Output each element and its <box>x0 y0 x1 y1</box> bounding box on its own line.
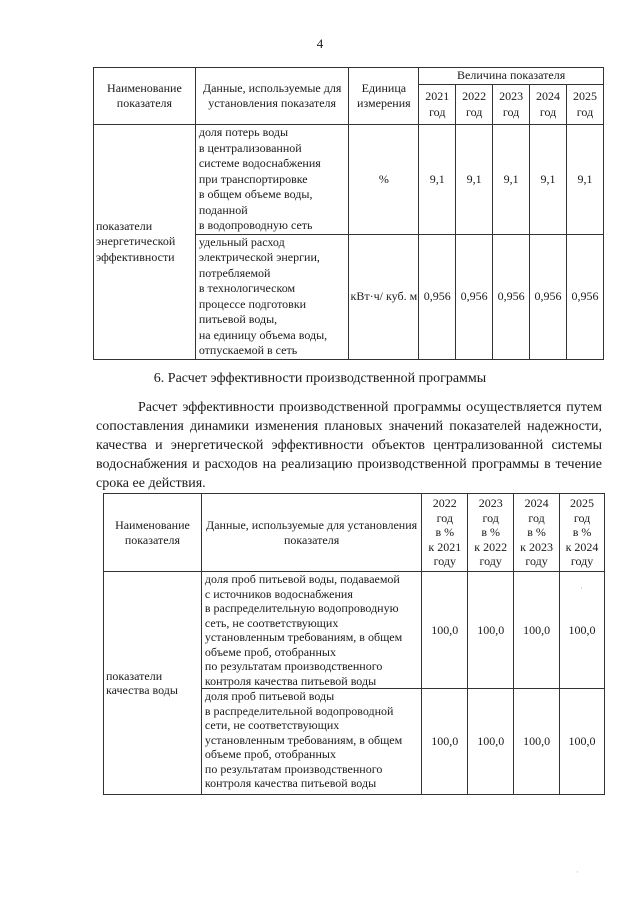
row-description <box>201 689 421 795</box>
header-line: год <box>482 510 499 525</box>
value-cell: 100,0 <box>560 572 605 689</box>
header-line: год <box>436 510 453 525</box>
value-cell: 0,956 <box>530 234 567 359</box>
description-line: в водопроводную сеть <box>198 218 313 232</box>
header-line: году <box>479 554 502 569</box>
header-percent-period <box>422 494 468 572</box>
value-cell: 100,0 <box>422 689 468 795</box>
scan-speck: · <box>580 584 583 594</box>
header-line: в % <box>435 525 455 540</box>
header-line: 2023 <box>478 496 503 511</box>
header-line: 2024 <box>524 496 549 511</box>
row-description <box>195 234 349 359</box>
description-line: доля потерь воды <box>198 125 289 139</box>
value-cell: 0,956 <box>419 234 456 359</box>
body-paragraph: Расчет эффективности производственной программы осуществляется путем сопоставления динамики изменения плановых значений показателей надежности, качества и энергетической эффективности объектов централизованной системы водоснабжения и расходов на реализацию производственной программы в течение срока ее действия. <box>96 400 602 491</box>
header-line: в % <box>527 525 546 540</box>
description-line: объеме проб, отобранных <box>204 644 336 659</box>
header-year: 2025 год <box>566 85 603 125</box>
description-line: системе водоснабжения <box>198 156 321 170</box>
value-cell: 100,0 <box>422 572 468 689</box>
header-line: год <box>528 510 545 525</box>
value-cell: 9,1 <box>566 125 603 235</box>
header-line: к 2024 <box>565 539 599 554</box>
description-line: в распределительной водопроводной <box>204 703 394 718</box>
value-cell: 100,0 <box>468 572 514 689</box>
header-line: к 2022 <box>474 539 508 554</box>
description-line: поданной <box>198 202 248 217</box>
description-line: по результатам производственного <box>204 761 383 776</box>
header-line: году <box>570 554 594 569</box>
description-line: доля проб питьевой воды <box>204 689 335 703</box>
header-line: год <box>573 510 591 525</box>
table-row <box>104 572 605 689</box>
value-cell: 100,0 <box>560 689 605 795</box>
header-line: году <box>525 554 548 569</box>
category-energy-efficiency: показатели энергетической эффективности <box>94 125 196 360</box>
description-line: отпускаемой в сеть <box>198 343 298 357</box>
value-cell: 100,0 <box>514 572 560 689</box>
description-line: с источников водоснабжения <box>204 586 353 601</box>
header-line: к 2023 <box>520 539 554 554</box>
description-line: установленным требованиям, в общем <box>204 630 403 644</box>
value-cell: 9,1 <box>419 125 456 235</box>
header-year: 2022 год <box>456 85 493 125</box>
header-line: в % <box>481 525 501 540</box>
description-line: в технологическом <box>198 281 296 295</box>
header-percent-period <box>468 494 514 572</box>
value-cell: 0,956 <box>493 234 530 359</box>
header-year: 2024 год <box>530 85 567 125</box>
value-cell: 100,0 <box>468 689 514 795</box>
energy-efficiency-table <box>93 67 604 360</box>
description-line: питьевой воды, <box>198 312 278 326</box>
description-line: сети, не соответствующих <box>204 718 340 732</box>
row-description <box>201 572 421 689</box>
description-line: в централизованной <box>198 140 302 155</box>
header-year: 2023 год <box>493 85 530 125</box>
scan-speck: · <box>576 868 579 878</box>
description-line: сеть, не соответствующих <box>204 615 339 630</box>
value-cell: 9,1 <box>456 125 493 235</box>
description-line: по результатам производственного <box>204 659 383 673</box>
value-cell: 100,0 <box>514 689 560 795</box>
description-line: контроля качества питьевой воды <box>204 776 377 790</box>
value-cell: 0,956 <box>566 234 603 359</box>
value-cell: 0,956 <box>456 234 493 359</box>
section-title: 6. Расчет эффективности производственной программы <box>153 371 487 386</box>
water-quality-table <box>103 493 605 795</box>
description-line: в общем объеме воды, <box>198 187 313 201</box>
header-indicator-name: Наименование показателя <box>104 494 202 572</box>
header-line: в % <box>572 525 592 540</box>
value-cell: 9,1 <box>530 125 567 235</box>
description-line: процессе подготовки <box>198 296 307 311</box>
description-line: контроля качества питьевой воды <box>204 673 377 688</box>
description-line: установленным требованиям, в общем <box>204 732 403 747</box>
description-line: доля проб питьевой воды, подаваемой <box>204 572 400 586</box>
header-data-used: Данные, используемые для установления показателя <box>201 494 421 572</box>
header-year: 2021 год <box>419 85 456 125</box>
description-line: в распределительную водопроводную <box>204 601 399 615</box>
description-line: удельный расход <box>198 234 285 249</box>
unit-cell: % <box>349 125 419 235</box>
header-unit: Единица измерения <box>349 68 419 125</box>
header-line: 2025 <box>570 496 595 511</box>
page-number: 4 <box>316 36 324 51</box>
header-line: году <box>433 554 456 569</box>
header-line: 2022 <box>432 496 457 511</box>
description-line: объеме проб, отобранных <box>204 747 336 761</box>
header-indicator-value: Величина показателя <box>419 68 604 85</box>
header-data-used: Данные, используемые для установления показателя <box>195 68 349 125</box>
header-indicator-name: Наименование показателя <box>94 68 196 125</box>
value-cell: 9,1 <box>493 125 530 235</box>
header-percent-period <box>514 494 560 572</box>
description-line: на единицу объема воды, <box>198 327 328 342</box>
header-line: к 2021 <box>428 539 462 554</box>
description-line: потребляемой <box>198 265 271 280</box>
description-line: при транспортировке <box>198 171 308 186</box>
description-line: электрической энергии, <box>198 250 320 264</box>
header-percent-period <box>560 494 605 572</box>
table-row <box>94 125 604 235</box>
unit-cell: кВт·ч/ куб. м <box>349 234 419 359</box>
row-description <box>195 125 349 235</box>
category-water-quality: показатели качества воды <box>104 572 202 795</box>
